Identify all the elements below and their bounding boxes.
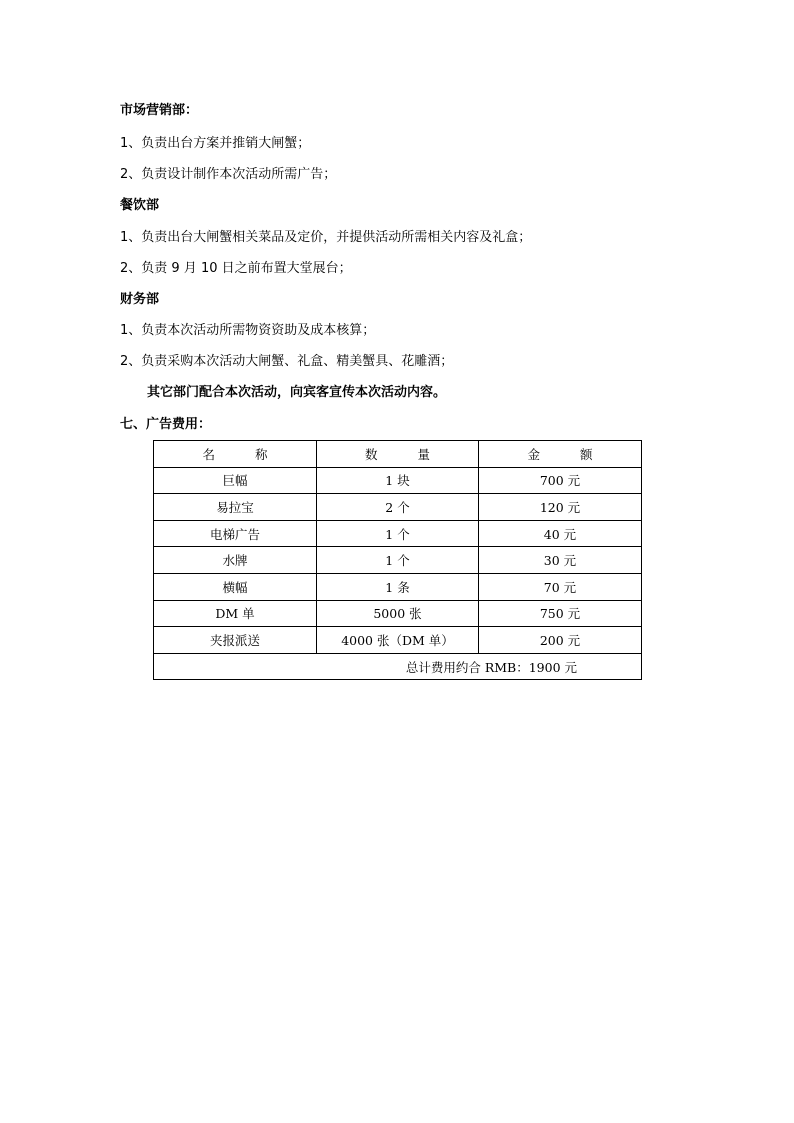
cell-quantity: 1 条 [317,573,479,600]
finance-item-2: 2、负责采购本次活动大闸蟹、礼盒、精美蟹具、花雕酒； [120,354,454,369]
cell-name: 横幅 [154,573,317,600]
catering-item-1: 1、负责出台大闸蟹相关菜品及定价，并提供活动所需相关内容及礼盒； [120,230,532,245]
ad-cost-heading: 七、广告费用： [120,417,212,432]
table-row [154,547,642,574]
marketing-item-2: 2、负责设计制作本次活动所需广告； [120,167,337,182]
cell-name: 巨幅 [154,467,317,494]
header-amount-char-1: 金 [527,446,540,462]
table-row [154,520,642,547]
cell-amount: 30 元 [479,547,642,574]
header-name [154,441,317,468]
cell-quantity: 1 个 [317,547,479,574]
cell-name: 易拉宝 [154,494,317,521]
marketing-item-1: 1、负责出台方案并推销大闸蟹； [120,136,311,151]
cell-amount: 120 元 [479,494,642,521]
catering-item-2: 2、负责 9 月 10 日之前布置大堂展台； [120,261,352,276]
cell-quantity: 4000 张（DM 单） [317,627,479,654]
catering-heading: 餐饮部 [120,198,160,213]
table-row [154,600,642,627]
header-quantity [317,441,479,468]
header-quantity-char-2: 量 [417,446,431,462]
cell-amount: 200 元 [479,627,642,654]
header-amount-char-2: 额 [580,446,593,462]
cell-amount: 700 元 [479,467,642,494]
cell-amount: 40 元 [479,520,642,547]
total-cost: 总计费用约合 RMB：1900 元 [154,653,642,680]
cell-quantity: 1 块 [317,467,479,494]
header-name-char-2: 称 [255,446,268,462]
cell-amount: 750 元 [479,600,642,627]
ad-cost-table [153,440,642,680]
table-total-row [154,653,642,680]
other-departments-note: 其它部门配合本次活动，向宾客宣传本次活动内容。 [147,385,447,400]
cell-quantity: 2 个 [317,494,479,521]
cell-name: 水牌 [154,547,317,574]
cell-name: 夹报派送 [154,627,317,654]
cell-quantity: 1 个 [317,520,479,547]
finance-item-1: 1、负责本次活动所需物资资助及成本核算； [120,323,376,338]
cell-name: DM 单 [154,600,317,627]
cell-name: 电梯广告 [154,520,317,547]
table-row [154,573,642,600]
cell-quantity: 5000 张 [317,600,479,627]
header-amount [479,441,642,468]
finance-heading: 财务部 [120,292,160,307]
table-row [154,494,642,521]
table-row [154,627,642,654]
marketing-heading: 市场营销部： [120,103,199,118]
header-name-char-1: 名 [202,446,215,462]
table-header-row [154,441,642,468]
table-row [154,467,642,494]
header-quantity-char-1: 数 [364,446,378,462]
cell-amount: 70 元 [479,573,642,600]
